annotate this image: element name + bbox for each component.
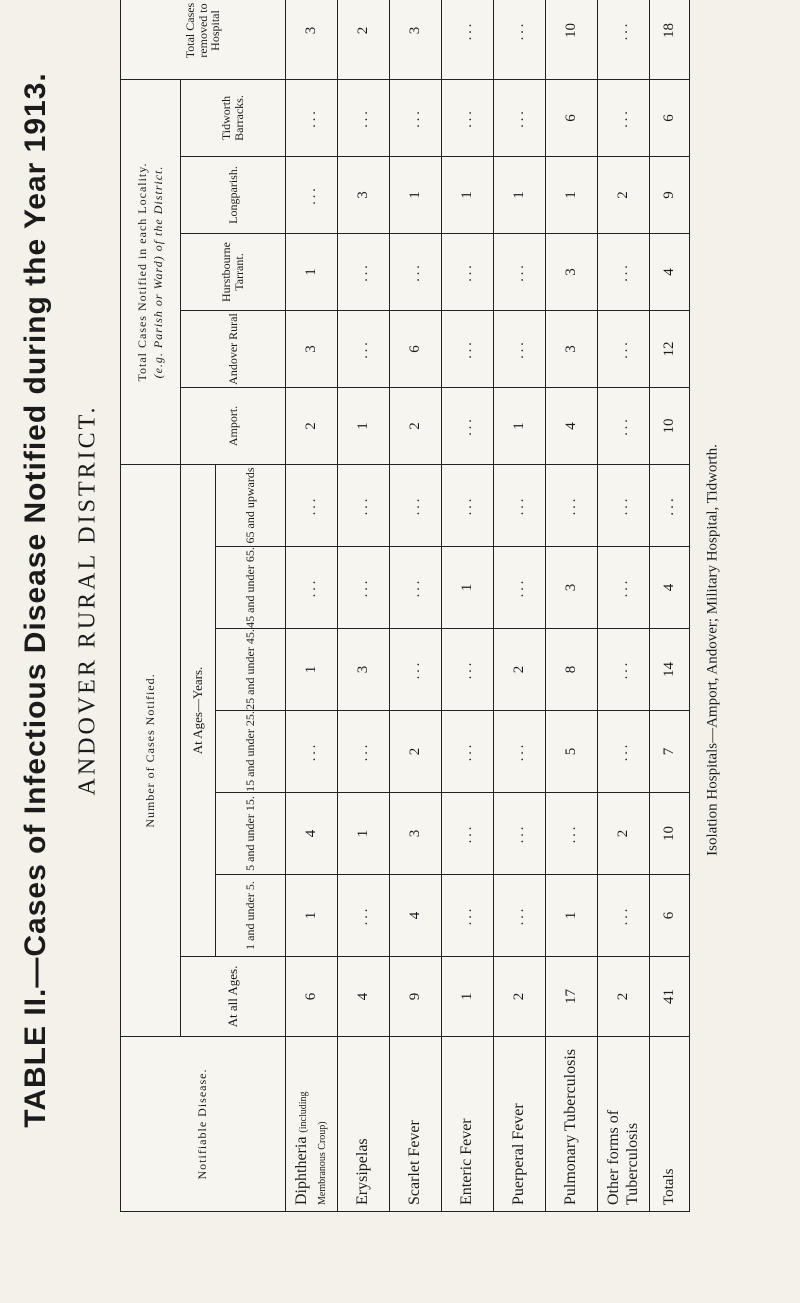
locality-header: [121, 80, 181, 465]
all-ages-cell: 17: [546, 957, 598, 1037]
locality-cell: ...: [338, 311, 390, 388]
total-all-cell: 41: [650, 957, 690, 1037]
age-cell: ...: [546, 793, 598, 875]
disease-name: Pulmonary Tuberculosis: [562, 1048, 580, 1205]
locality-cell: 2: [390, 388, 442, 465]
disease-name: Erysipelas: [354, 1138, 372, 1205]
locality-cell: ...: [442, 80, 494, 157]
age-cell: ...: [442, 465, 494, 547]
locality-cell: 1: [442, 157, 494, 234]
locality-col-header: Tidworth Barracks.: [181, 80, 286, 157]
total-locality-cell: 9: [650, 157, 690, 234]
locality-cell: 3: [338, 157, 390, 234]
age-cell: 1: [286, 875, 338, 957]
total-age-cell: 7: [650, 711, 690, 793]
removed-cell: 3: [390, 0, 442, 80]
locality-header-title: Total Cases Notified in each Locality.: [134, 162, 149, 382]
table-row: [494, 0, 546, 1212]
age-cell: 1: [442, 547, 494, 629]
locality-cell: 3: [546, 234, 598, 311]
age-cell: ...: [494, 793, 546, 875]
table-row: [338, 0, 390, 1212]
locality-cell: ...: [390, 234, 442, 311]
age-group-header: 45 and under 65.: [216, 547, 286, 629]
age-cell: ...: [546, 465, 598, 547]
total-age-cell: ...: [650, 465, 690, 547]
hospital-caption: Isolation Hospitals—Amport, Andover; Military Hospital, Tidworth.: [704, 444, 721, 856]
age-cell: 1: [338, 793, 390, 875]
locality-cell: ...: [494, 80, 546, 157]
locality-cell: 2: [286, 388, 338, 465]
locality-cell: ...: [442, 234, 494, 311]
locality-cell: ...: [598, 388, 650, 465]
age-cell: ...: [494, 465, 546, 547]
locality-cell: ...: [338, 234, 390, 311]
disease-name-cell: [546, 1037, 598, 1212]
all-ages-cell: 2: [598, 957, 650, 1037]
table-row: [390, 0, 442, 1212]
age-cell: ...: [442, 793, 494, 875]
age-cell: 2: [494, 629, 546, 711]
age-group-header: 25 and under 45.: [216, 629, 286, 711]
locality-cell: 6: [390, 311, 442, 388]
total-locality-cell: 12: [650, 311, 690, 388]
age-cell: ...: [598, 875, 650, 957]
all-ages-cell: 6: [286, 957, 338, 1037]
locality-col-header: Andover Rural: [181, 311, 286, 388]
age-cell: 5: [546, 711, 598, 793]
disease-name-cell: [442, 1037, 494, 1212]
removed-cell: 3: [286, 0, 338, 80]
table-row: [286, 0, 338, 1212]
total-removed-cell: 18: [650, 0, 690, 80]
age-cell: 3: [390, 793, 442, 875]
table-row: [546, 0, 598, 1212]
total-age-cell: 4: [650, 547, 690, 629]
all-ages-cell: 4: [338, 957, 390, 1037]
age-cell: 3: [546, 547, 598, 629]
age-cell: ...: [338, 875, 390, 957]
disease-name: Scarlet Fever: [406, 1120, 424, 1205]
age-cell: ...: [338, 711, 390, 793]
locality-cell: 1: [286, 234, 338, 311]
age-cell: ...: [598, 629, 650, 711]
age-group-header: 1 and under 5.: [216, 875, 286, 957]
locality-cell: ...: [598, 80, 650, 157]
disease-name: Other forms of Tuberculosis: [605, 1109, 641, 1205]
age-cell: ...: [598, 547, 650, 629]
locality-cell: ...: [442, 311, 494, 388]
disease-name-cell: [598, 1037, 650, 1212]
locality-col-header: Longparish.: [181, 157, 286, 234]
table-container: [120, 2, 685, 1212]
locality-cell: 4: [546, 388, 598, 465]
disease-name-cell: [494, 1037, 546, 1212]
age-cell: 3: [338, 629, 390, 711]
age-cell: ...: [442, 875, 494, 957]
age-cell: 4: [390, 875, 442, 957]
locality-cell: 1: [494, 388, 546, 465]
age-cell: ...: [494, 547, 546, 629]
removed-cell: ...: [442, 0, 494, 80]
all-ages-header: At all Ages.: [181, 957, 286, 1037]
age-cell: ...: [338, 465, 390, 547]
totals-label: Totals: [650, 1037, 690, 1212]
age-cell: ...: [598, 711, 650, 793]
table-row: [442, 0, 494, 1212]
age-cell: 8: [546, 629, 598, 711]
total-locality-cell: 10: [650, 388, 690, 465]
age-cell: ...: [286, 465, 338, 547]
locality-cell: 3: [286, 311, 338, 388]
locality-header-note: (e.g. Parish or Ward) of the District.: [150, 165, 165, 379]
age-cell: ...: [390, 629, 442, 711]
age-group-header: 5 and under 15.: [216, 793, 286, 875]
age-cell: ...: [286, 711, 338, 793]
age-cell: ...: [442, 629, 494, 711]
locality-col-header: Amport.: [181, 388, 286, 465]
removed-cell: ...: [494, 0, 546, 80]
number-notified-header: Number of Cases Notified.: [121, 465, 181, 1037]
disease-name: Puerperal Fever: [510, 1103, 528, 1205]
all-ages-cell: 9: [390, 957, 442, 1037]
locality-cell: ...: [598, 234, 650, 311]
all-ages-cell: 1: [442, 957, 494, 1037]
locality-cell: ...: [338, 80, 390, 157]
age-cell: 1: [546, 875, 598, 957]
page-subtitle: ANDOVER RURAL DISTRICT.: [74, 404, 101, 796]
removed-header: Total Cases removed to Hospital: [121, 0, 286, 80]
locality-cell: 3: [546, 311, 598, 388]
removed-cell: 2: [338, 0, 390, 80]
age-cell: ...: [390, 547, 442, 629]
disease-subnote: (including Membranous Croup): [298, 1091, 328, 1205]
disease-name-cell: [286, 1037, 338, 1212]
total-locality-cell: 6: [650, 80, 690, 157]
locality-cell: ...: [494, 234, 546, 311]
age-cell: ...: [494, 875, 546, 957]
table-row: [598, 0, 650, 1212]
age-cell: ...: [286, 547, 338, 629]
locality-cell: ...: [390, 80, 442, 157]
all-ages-cell: 2: [494, 957, 546, 1037]
age-cell: ...: [494, 711, 546, 793]
disease-table: [120, 0, 690, 1212]
locality-col-header: Hurstbourne Tarrant.: [181, 234, 286, 311]
age-group-header: 65 and upwards: [216, 465, 286, 547]
disease-name: Enteric Fever: [458, 1118, 476, 1205]
age-cell: 1: [286, 629, 338, 711]
disease-name-cell: [338, 1037, 390, 1212]
locality-cell: ...: [494, 311, 546, 388]
totals-row: [650, 0, 690, 1212]
age-cell: 4: [286, 793, 338, 875]
age-cell: 2: [598, 793, 650, 875]
age-group-header: 15 and under 25.: [216, 711, 286, 793]
age-cell: ...: [598, 465, 650, 547]
locality-cell: ...: [286, 157, 338, 234]
total-age-cell: 14: [650, 629, 690, 711]
total-age-cell: 10: [650, 793, 690, 875]
locality-cell: 1: [390, 157, 442, 234]
locality-cell: ...: [442, 388, 494, 465]
disease-header: Notifiable Disease.: [121, 1037, 286, 1212]
page-title: TABLE II.—Cases of Infectious Disease Notified during the Year 1913.: [19, 72, 52, 1128]
disease-name: Diphtheria: [293, 1136, 311, 1205]
age-cell: ...: [390, 465, 442, 547]
total-locality-cell: 4: [650, 234, 690, 311]
locality-cell: 6: [546, 80, 598, 157]
removed-cell: 10: [546, 0, 598, 80]
age-cell: ...: [442, 711, 494, 793]
removed-cell: ...: [598, 0, 650, 80]
locality-cell: ...: [286, 80, 338, 157]
locality-cell: ...: [598, 311, 650, 388]
age-cell: ...: [338, 547, 390, 629]
locality-cell: 2: [598, 157, 650, 234]
age-cell: 2: [390, 711, 442, 793]
disease-name-cell: [390, 1037, 442, 1212]
at-ages-header: At Ages—Years.: [181, 465, 216, 957]
locality-cell: 1: [338, 388, 390, 465]
locality-cell: 1: [494, 157, 546, 234]
total-age-cell: 6: [650, 875, 690, 957]
locality-cell: 1: [546, 157, 598, 234]
